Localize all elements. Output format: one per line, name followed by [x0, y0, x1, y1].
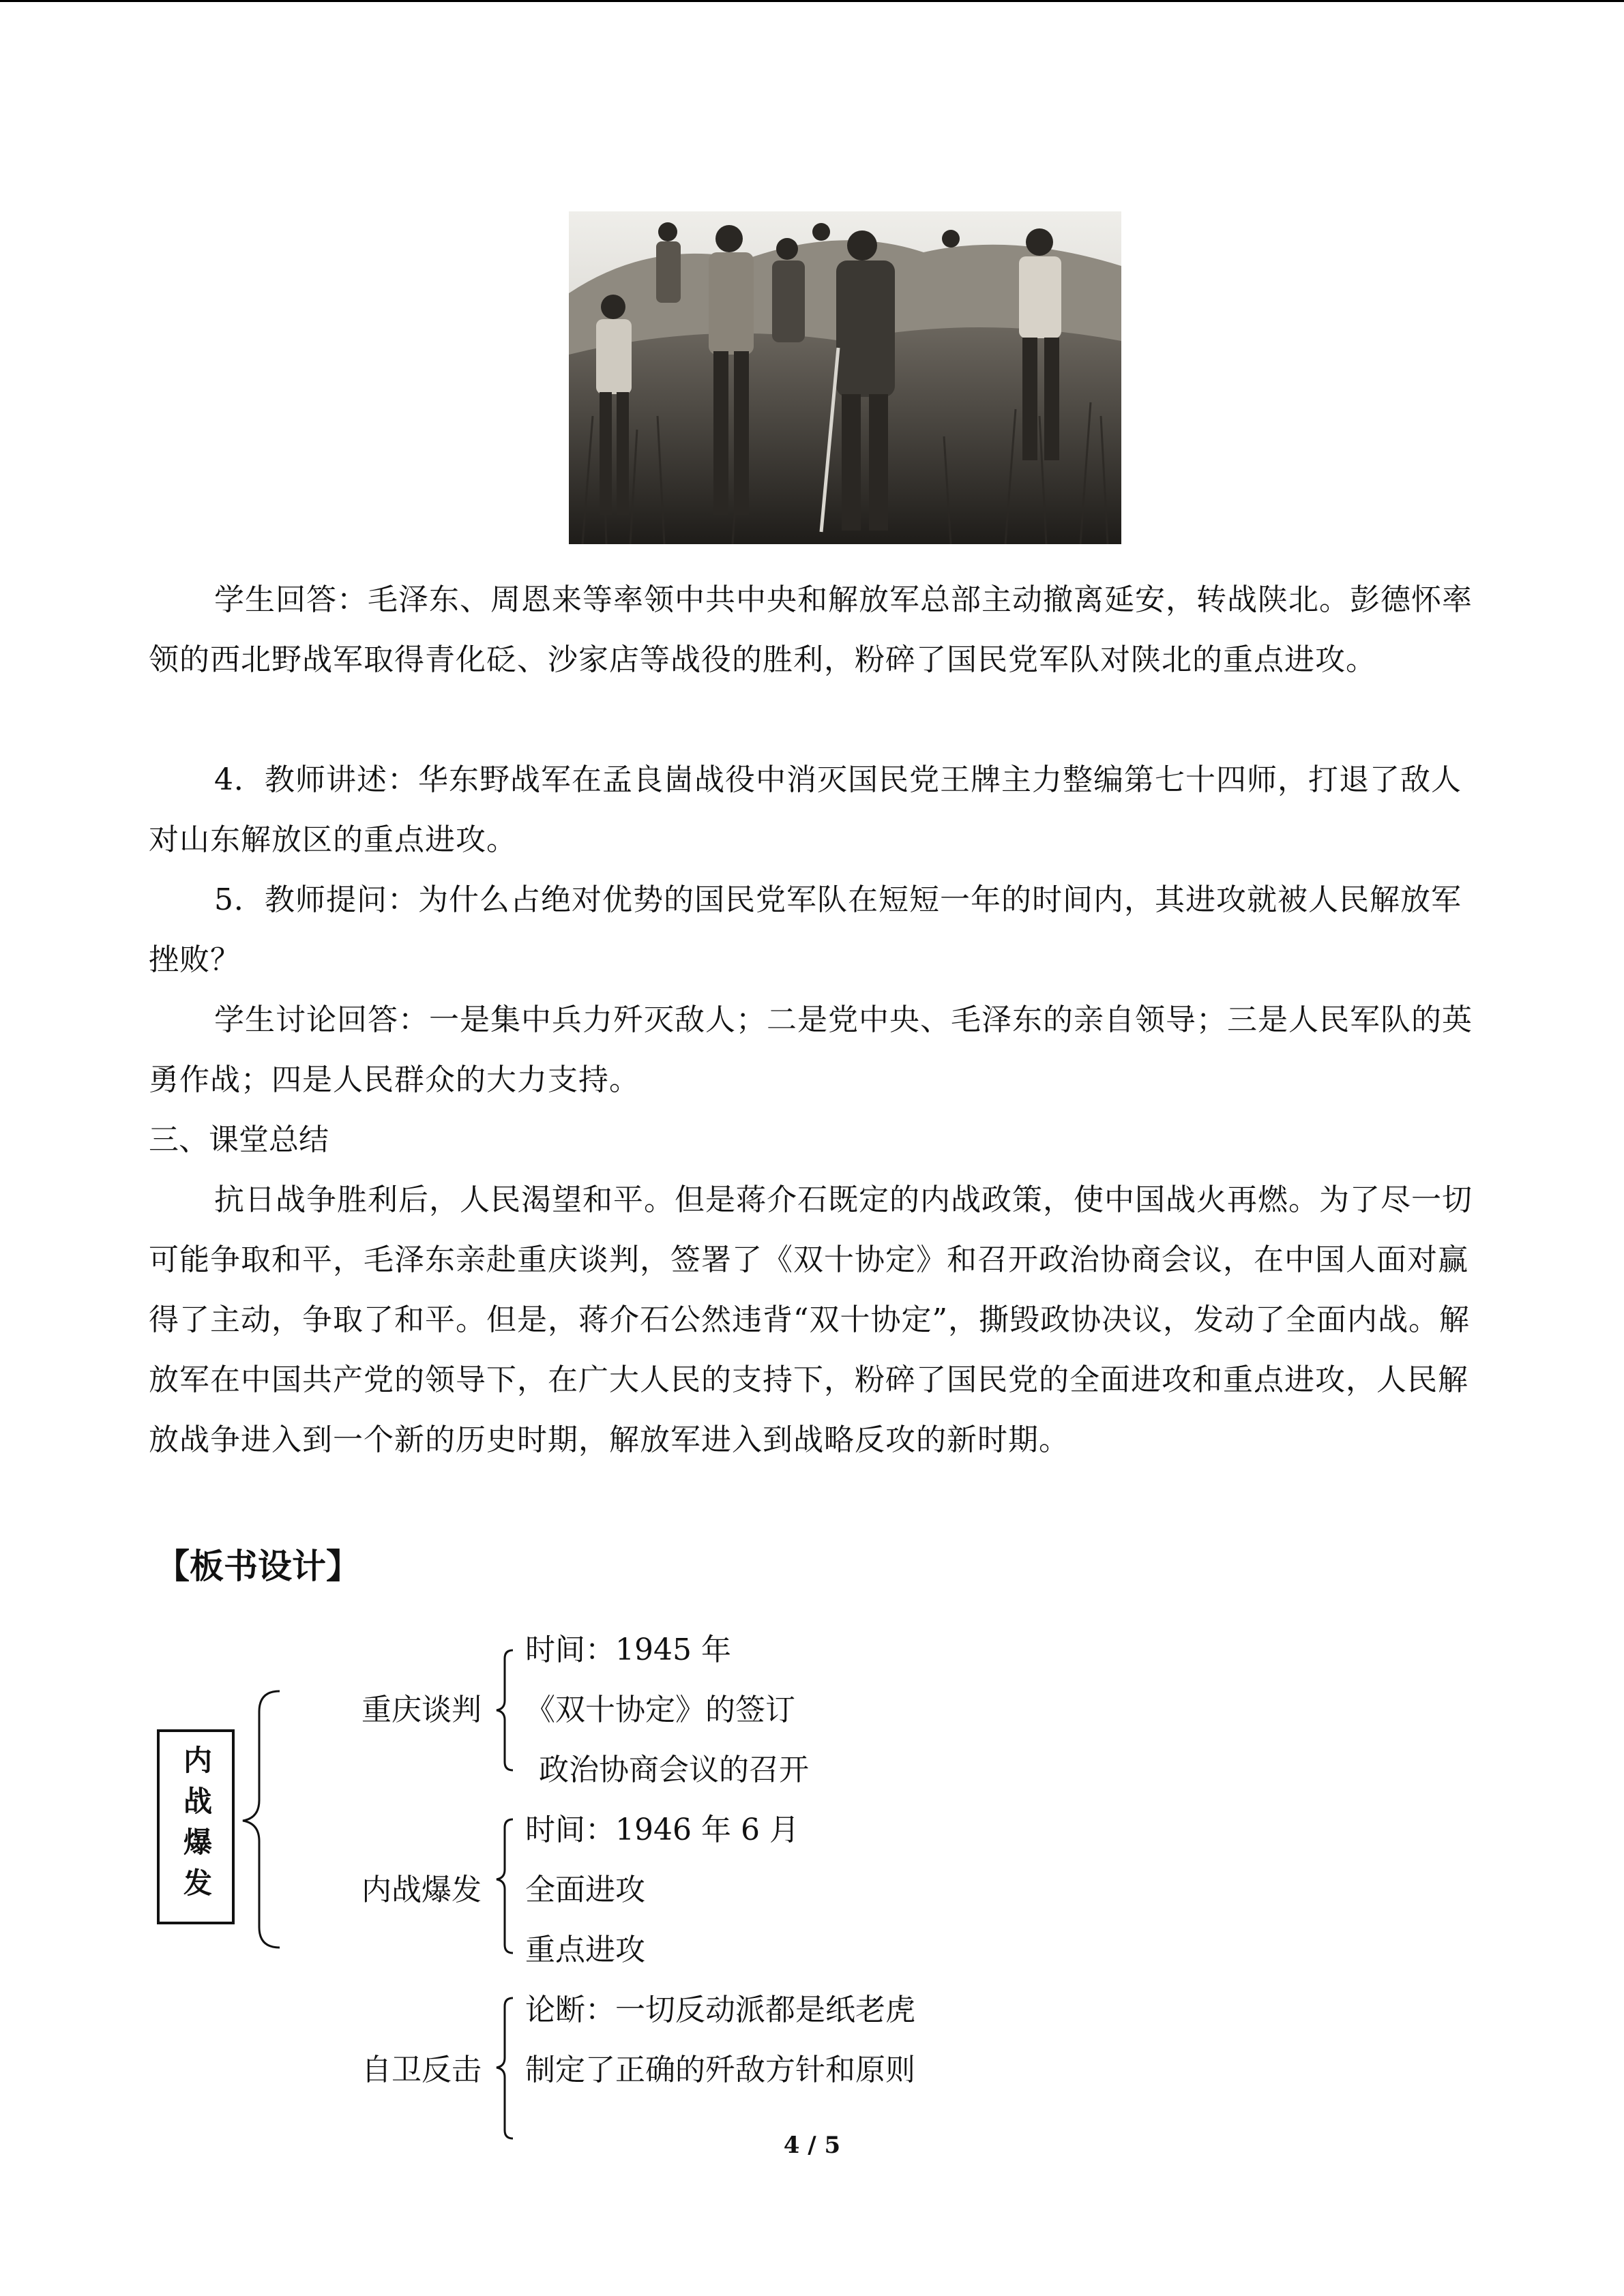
board-root-box — [157, 1729, 235, 1924]
board-group-label-counterattack: 自卫反击 — [361, 2053, 482, 2087]
board-root-label: 内战爆发 — [179, 1745, 213, 1909]
summary-paragraph: 抗日战争胜利后，人民渴望和平。但是蒋介石既定的内战政策，使中国战火再燃。为了尽一切可能争取和平，毛泽东亲赴重庆谈判，签署了《双十协定》和召开政治协商会议，在中国人面对赢得了主动，争取了和平。但是，蒋介石公然违背“双十协定”，撕毁政协决议，发动了全面内战。解放军在中国共产党的领导下，在广大人民的支持下，粉碎了国民党的全面进攻和重点进攻，人民解放战争进入到一个新的历史时期，解放军进入到战略反攻的新时期。 — [149, 1182, 1473, 1457]
historical-photo — [569, 211, 1121, 544]
board-item: 重点进攻 — [525, 1933, 645, 1967]
summary-heading: 三、课堂总结 — [149, 1122, 329, 1157]
board-item: 论断：一切反动派都是纸老虎 — [525, 1993, 915, 2027]
paragraph-teacher-narration: 4．教师讲述：华东野战军在孟良崮战役中消灭国民党王牌主力整编第七十四师，打退了敌人对山东解放区的重点进攻。 — [149, 762, 1462, 857]
board-item: 《双十协定》的签订 — [525, 1693, 795, 1727]
board-group-label-chongqing: 重庆谈判 — [361, 1693, 482, 1727]
page-top-border — [0, 0, 1624, 2]
paragraph-teacher-question: 5．教师提问：为什么占绝对优势的国民党军队在短短一年的时间内，其进攻就被人民解放军挫败？ — [149, 882, 1462, 977]
board-item: 时间：1946 年 6 月 — [525, 1813, 799, 1847]
paragraph-student-discussion: 学生讨论回答：一是集中兵力歼灭敌人；二是党中央、毛泽东的亲自领导；三是人民军队的英勇作战；四是人民群众的大力支持。 — [149, 1002, 1473, 1097]
board-design-title: 【板书设计】 — [156, 1547, 360, 1586]
board-item: 制定了正确的歼敌方针和原则 — [525, 2053, 915, 2087]
page-number: 4 / 5 — [783, 2132, 841, 2159]
board-item: 政治协商会议的召开 — [539, 1753, 809, 1787]
board-group-label-civil-war: 内战爆发 — [361, 1873, 482, 1907]
board-item: 全面进攻 — [525, 1873, 645, 1907]
paragraph-student-answer: 学生回答：毛泽东、周恩来等率领中共中央和解放军总部主动撤离延安，转战陕北。彭德怀率领的西北野战军取得青化砭、沙家店等战役的胜利，粉碎了国民党军队对陕北的重点进攻。 — [149, 582, 1473, 677]
board-item: 时间：1945 年 — [525, 1632, 731, 1667]
